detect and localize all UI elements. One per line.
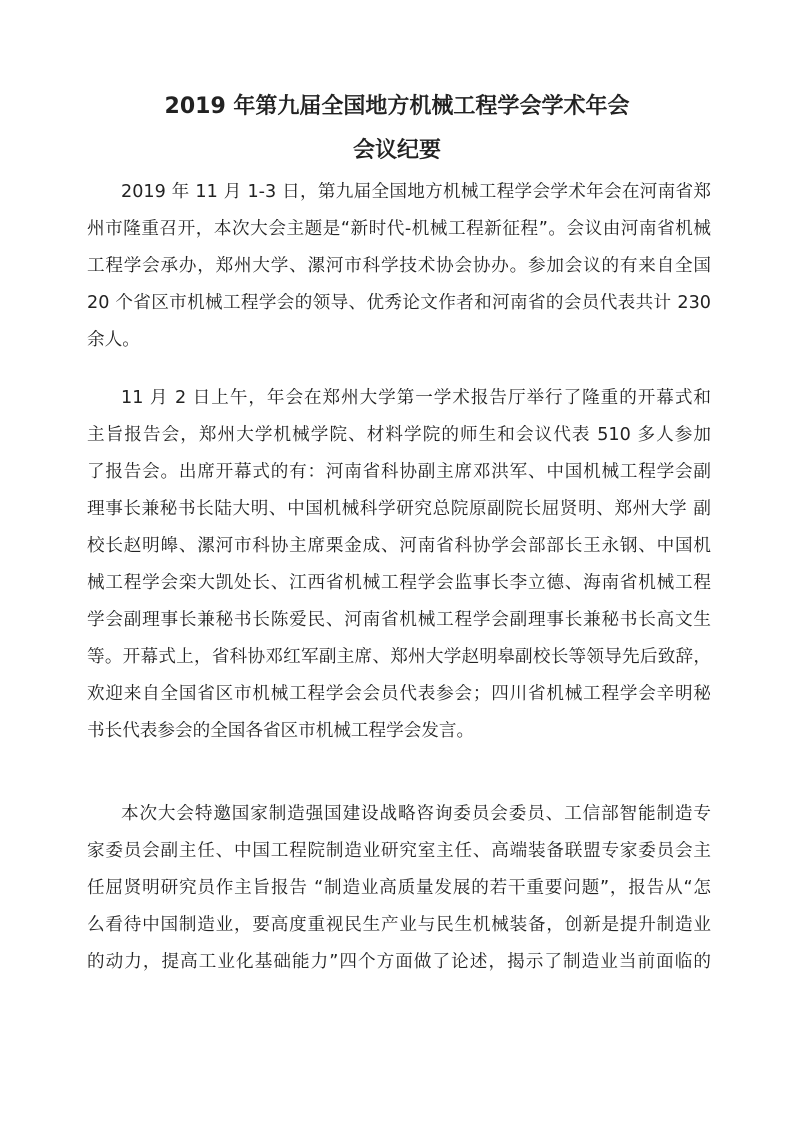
paragraph-line: 主旨报告会，郑州大学机械学院、材料学院的师生和会议代表 510 多人参加 [87, 425, 711, 445]
paragraph-line: 工程学会承办，郑州大学、漯河市科学技术协会协办。参加会议的有来自全国 [87, 256, 711, 276]
paragraph-line: 的动力，提高工业化基础能力”四个方面做了论述，揭示了制造业当前面临的 [87, 952, 711, 972]
paragraph-line: 么看待中国制造业，要高度重视民生产业与民生机械装备，创新是提升制造业 [87, 915, 711, 935]
paragraph-2 [87, 380, 711, 750]
document-title: 2019 年第九届全国地方机械工程学会学术年会 [164, 94, 630, 119]
paragraph-line: 学会副理事长兼秘书长陈爱民、河南省机械工程学会副理事长兼秘书长高文生 [87, 610, 711, 630]
paragraph-line: 欢迎来自全国省区市机械工程学会会员代表参会；四川省机械工程学会辛明秘 [87, 684, 711, 704]
paragraph-line: 余人。 [87, 330, 140, 350]
paragraph-line: 了报告会。出席开幕式的有：河南省科协副主席邓洪军、中国机械工程学会副 [87, 462, 711, 482]
paragraph-3 [87, 796, 711, 981]
paragraph-line: 2019 年 11 月 1-3 日，第九届全国地方机械工程学会学术年会在河南省郑 [121, 182, 711, 202]
paragraph-line: 20 个省区市机械工程学会的领导、优秀论文作者和河南省的会员代表共计 230 [87, 293, 711, 313]
document-subtitle: 会议纪要 [352, 138, 441, 163]
paragraph-line: 械工程学会栾大凯处长、江西省机械工程学会监事长李立德、海南省机械工程 [87, 573, 711, 593]
paragraph-line: 理事长兼秘书长陆大明、中国机械科学研究总院原副院长屈贤明、郑州大学 副 [87, 499, 711, 519]
paragraph-1 [87, 174, 711, 359]
paragraph-line: 任屈贤明研究员作主旨报告 “制造业高质量发展的若干重要问题”，报告从“怎 [87, 878, 711, 898]
paragraph-line: 校长赵明皞、漯河市科协主席栗金成、河南省科协学会部部长王永钢、中国机 [87, 536, 711, 556]
paragraph-line: 11 月 2 日上午，年会在郑州大学第一学术报告厅举行了隆重的开幕式和 [121, 388, 711, 408]
paragraph-line: 书长代表参会的全国各省区市机械工程学会发言。 [87, 721, 475, 741]
paragraph-line: 州市隆重召开，本次大会主题是“新时代-机械工程新征程”。会议由河南省机械 [87, 219, 711, 239]
paragraph-line: 等。开幕式上，省科协邓红军副主席、郑州大学赵明皋副校长等领导先后致辞， [87, 647, 711, 667]
paragraph-line: 本次大会特邀国家制造强国建设战略咨询委员会委员、工信部智能制造专 [121, 804, 711, 824]
paragraph-line: 家委员会副主任、中国工程院制造业研究室主任、高端装备联盟专家委员会主 [87, 841, 711, 861]
